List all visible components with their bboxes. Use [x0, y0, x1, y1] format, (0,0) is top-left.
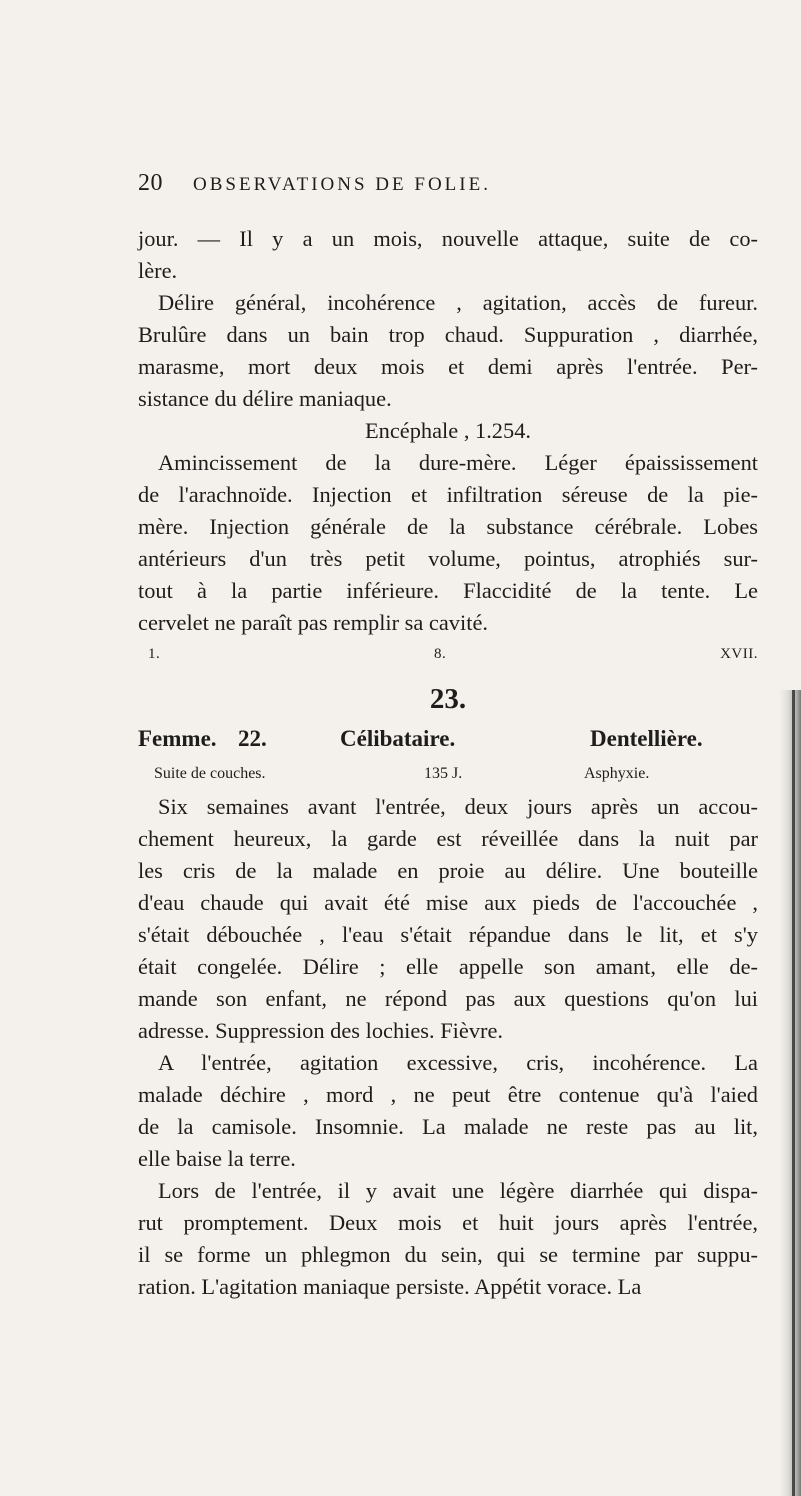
case-cause: Suite de couches. [154, 765, 266, 782]
text-line: elle baise la terre. [138, 1146, 296, 1171]
text-line: d'eau chaude qui avait été mise aux pieds de l'accouchée , [138, 890, 758, 915]
case-age: 22. [238, 726, 267, 751]
text-line: s'était débouchée , l'eau s'était répandue dans le lit, et s'y [138, 922, 758, 947]
text-line: rut promptement. Deux mois et huit jours après l'entrée, [138, 1210, 758, 1235]
case-header [138, 721, 758, 757]
text-line: chement heureux, la garde est réveillée dans la nuit par [138, 826, 758, 851]
text-line: Six semaines avant l'entrée, deux jours après un accou- [158, 794, 758, 819]
page-number: 20 [138, 170, 163, 196]
case-death: Asphyxie. [584, 765, 650, 782]
case-occupation: Dentellière. [590, 726, 703, 751]
case-status: Célibataire. [340, 726, 456, 751]
text-line: A l'entrée, agitation excessive, cris, incohérence. La [158, 1050, 758, 1075]
body-text [138, 223, 758, 1303]
text-line: jour. — Il y a un mois, nouvelle attaque, suite de co- [138, 226, 758, 251]
text-line: Amincissement de la dure-mère. Léger épaississement [158, 450, 758, 475]
text-line: Lors de l'entrée, il y avait une légère diarrhée qui dispa- [158, 1178, 758, 1203]
text-line: de la camisole. Insomnie. La malade ne reste pas au lit, [138, 1114, 758, 1139]
text-line: les cris de la malade en proie au délire. Une bouteille [138, 858, 758, 883]
text-line: Brulûre dans un bain trop chaud. Suppuration , diarrhée, [138, 322, 758, 347]
case-duration: 135 J. [424, 765, 463, 782]
text-line: lère. [138, 258, 178, 283]
page-edge-line [792, 690, 795, 1496]
case-number: 23. [429, 683, 467, 715]
text-line: ration. L'agitation maniaque persiste. Appétit vorace. La [138, 1274, 642, 1299]
text-line: Délire général, incohérence , agitation, accès de fureur. [158, 290, 758, 315]
page-header [138, 170, 698, 204]
text-line: adresse. Suppression des lochies. Fièvre. [138, 1018, 504, 1043]
running-head: OBSERVATIONS DE FOLIE. [193, 174, 491, 195]
case-subheader [138, 757, 758, 791]
encephale-weight: Encéphale , 1.254. [364, 418, 531, 443]
case-sex: Femme. [138, 726, 217, 751]
text-line: mère. Injection générale de la substance cérébrale. Lobes [138, 514, 758, 539]
text-line: tout à la partie inférieure. Flaccidité de la tente. Le [138, 578, 758, 603]
text-line: sistance du délire maniaque. [138, 386, 392, 411]
text-line: cervelet ne paraît pas remplir sa cavité. [138, 610, 488, 635]
text-line: malade déchire , mord , ne peut être contenue qu'à l'aied [138, 1082, 758, 1107]
text-line: il se forme un phlegmon du sein, qui se termine par suppu- [138, 1242, 758, 1267]
text-line: mande son enfant, ne répond pas aux questions qu'on lui [138, 986, 758, 1011]
reference-line: 1. 8. XVII. [148, 646, 758, 662]
text-line: marasme, mort deux mois et demi après l'entrée. Per- [138, 354, 758, 379]
page-edge-shadow [779, 690, 801, 1496]
text-line: antérieurs d'un très petit volume, pointus, atrophiés sur- [138, 546, 758, 571]
text-line: était congelée. Délire ; elle appelle son amant, elle de- [138, 954, 758, 979]
text-line: de l'arachnoïde. Injection et infiltration séreuse de la pie- [138, 482, 758, 507]
